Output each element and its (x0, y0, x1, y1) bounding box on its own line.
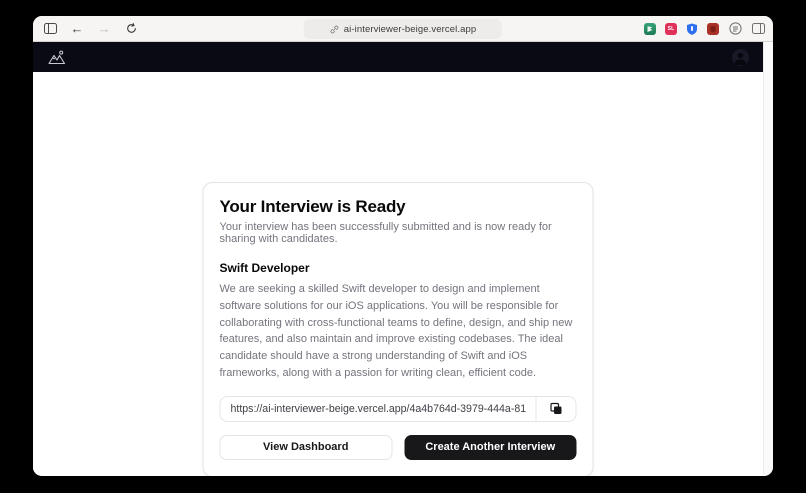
share-url-group (220, 396, 577, 422)
user-avatar[interactable] (732, 49, 749, 66)
create-another-interview-button[interactable]: Create Another Interview (404, 435, 577, 460)
extension-sl-icon[interactable]: SL (665, 23, 677, 35)
view-dashboard-button[interactable]: View Dashboard (220, 435, 393, 460)
share-url-input[interactable] (221, 397, 536, 421)
page-main (33, 72, 763, 475)
interview-ready-card (203, 182, 594, 476)
forward-icon[interactable]: → (97, 21, 111, 36)
sidebar-toggle-icon[interactable] (41, 20, 59, 38)
back-icon[interactable]: ← (70, 21, 84, 36)
job-title: Swift Developer (219, 261, 310, 275)
extension-red-icon[interactable] (707, 23, 719, 35)
scrollbar-gutter[interactable] (763, 42, 773, 475)
mountains-logo-icon (48, 50, 67, 65)
browser-window (33, 16, 773, 476)
job-description: We are seeking a skilled Swift developer to design and implement software solutions for our iOS applications. You will be responsible for collaborating with cross-functional teams to define, design, and ship new features, and also maintain and improve existing codebases. The ideal candidate should have a strong understanding of Swift and iOS frameworks, along with a passion for writing clean, efficient code. (219, 283, 573, 380)
address-bar[interactable] (304, 19, 502, 39)
reader-icon[interactable] (728, 20, 742, 38)
app-logo[interactable] (48, 50, 67, 65)
reload-icon[interactable] (122, 20, 140, 38)
extension-shield-icon[interactable] (686, 23, 698, 35)
tabs-icon[interactable] (751, 20, 765, 38)
link-icon (330, 25, 339, 34)
user-icon (732, 49, 749, 66)
copy-button[interactable] (536, 397, 576, 421)
app-navbar (33, 42, 763, 72)
card-title: Your Interview is Ready (219, 197, 406, 216)
browser-toolbar (33, 16, 773, 42)
extension-green-icon[interactable] (644, 23, 656, 35)
address-text: ai-interviewer-beige.vercel.app (343, 23, 477, 35)
card-subtitle: Your interview has been successfully submitted and is now ready for sharing with candidates. (219, 221, 552, 245)
copy-icon (550, 402, 563, 415)
